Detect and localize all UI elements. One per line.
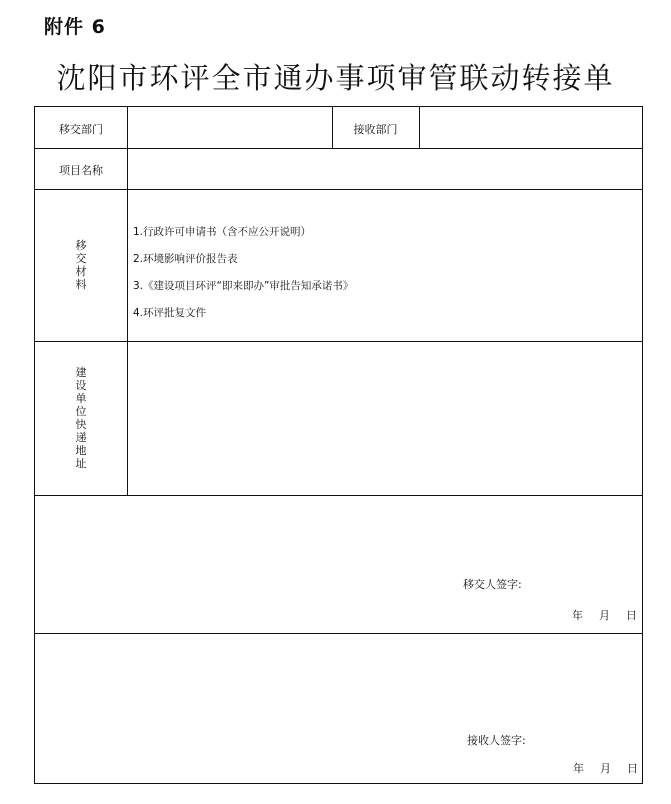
attachment-label: 附件 6 (44, 16, 106, 38)
transfer-materials-label: 移交材料 (75, 239, 87, 291)
receive-date-year: 年 (573, 762, 584, 775)
transfer-date-day: 日 (626, 609, 637, 622)
transfer-form-table (34, 106, 643, 784)
transfer-date-month: 月 (599, 609, 610, 622)
address-label: 建设单位快递地址 (75, 366, 87, 470)
transfer-dept-label: 移交部门 (59, 123, 103, 136)
project-name-label: 项目名称 (59, 164, 103, 177)
receive-date-month: 月 (600, 762, 611, 775)
material-item-3: 3.《建设项目环评“即来即办”审批告知承诺书》 (133, 280, 354, 292)
project-name-field[interactable] (128, 149, 642, 188)
receive-dept-field[interactable] (420, 108, 642, 147)
transfer-dept-field[interactable] (128, 108, 331, 147)
row-divider (35, 633, 642, 634)
receive-date-day: 日 (627, 762, 638, 775)
form-title: 沈阳市环评全市通办事项审管联动转接单 (56, 61, 615, 95)
material-item-2: 2.环境影响评价报告表 (133, 253, 238, 265)
material-item-4: 4.环评批复文件 (133, 307, 207, 319)
row-divider (35, 495, 642, 496)
transfer-signer-label: 移交人签字: (463, 578, 522, 591)
transfer-date-year: 年 (572, 609, 583, 622)
material-item-1: 1.行政许可申请书（含不应公开说明） (133, 226, 312, 238)
address-field[interactable] (128, 342, 642, 494)
receiver-signer-label: 接收人签字: (467, 734, 526, 747)
receive-dept-label: 接收部门 (353, 123, 398, 136)
